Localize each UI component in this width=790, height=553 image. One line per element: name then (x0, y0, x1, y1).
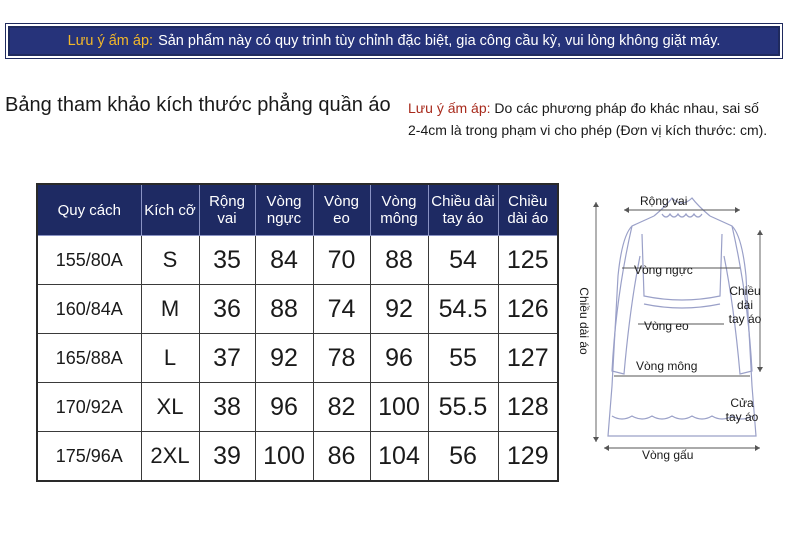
cell-sleeve-length: 54.5 (428, 285, 498, 334)
cell-dress-length: 126 (498, 285, 558, 334)
cell-spec: 160/84A (37, 285, 141, 334)
label-cuff: Cửa tay áo (725, 396, 759, 424)
cell-chest: 92 (255, 334, 313, 383)
cell-hip: 96 (370, 334, 428, 383)
label-hem: Vòng gấu (642, 448, 694, 462)
label-hip: Vòng mông (636, 359, 698, 373)
table-header-row (37, 184, 558, 236)
label-chest: Vòng ngực (634, 263, 693, 277)
header-shoulder: Rộng vai (199, 184, 255, 236)
page-title: Bảng tham khảo kích thước phẳng quần áo (5, 94, 391, 116)
cell-hip: 100 (370, 383, 428, 432)
cell-waist: 82 (313, 383, 370, 432)
notice-text: Sản phẩm này có quy trình tùy chỉnh đặc biệt, gia công cầu kỳ, vui lòng không giặt máy. (158, 33, 721, 49)
header-hip: Vòng mông (370, 184, 428, 236)
cell-spec: 165/88A (37, 334, 141, 383)
cell-size: M (141, 285, 199, 334)
cell-size: 2XL (141, 432, 199, 482)
cell-spec: 155/80A (37, 236, 141, 285)
label-sleeve-length: Chiều dài tay áo (728, 284, 762, 326)
cell-dress-length: 128 (498, 383, 558, 432)
cell-sleeve-length: 55.5 (428, 383, 498, 432)
label-length: Chiều dài áo (577, 287, 591, 355)
header-waist: Vòng eo (313, 184, 370, 236)
cell-waist: 70 (313, 236, 370, 285)
cell-waist: 74 (313, 285, 370, 334)
cell-size: XL (141, 383, 199, 432)
label-shoulder: Rộng vai (640, 194, 688, 208)
header-dress-length: Chiều dài áo (498, 184, 558, 236)
header-sleeve-length: Chiều dài tay áo (428, 184, 498, 236)
cell-size: L (141, 334, 199, 383)
notice-highlight: Lưu ý ấm áp: (67, 33, 154, 49)
cell-chest: 84 (255, 236, 313, 285)
cell-chest: 96 (255, 383, 313, 432)
cell-size: S (141, 236, 199, 285)
size-table (36, 183, 559, 482)
label-waist: Vòng eo (644, 319, 689, 333)
notice-banner-inner (8, 26, 780, 56)
table-row (37, 383, 558, 432)
notice-banner (5, 23, 783, 59)
cell-hip: 88 (370, 236, 428, 285)
cell-hip: 104 (370, 432, 428, 482)
cell-sleeve-length: 56 (428, 432, 498, 482)
cell-shoulder: 39 (199, 432, 255, 482)
cell-shoulder: 35 (199, 236, 255, 285)
note-line-2: 2-4cm là trong phạm vi cho phép (Đơn vị kích thước: cm). (408, 122, 768, 138)
cell-spec: 175/96A (37, 432, 141, 482)
table-row (37, 432, 558, 482)
table-row (37, 334, 558, 383)
note-highlight: Lưu ý ấm áp: (408, 100, 491, 116)
cell-sleeve-length: 55 (428, 334, 498, 383)
cell-sleeve-length: 54 (428, 236, 498, 285)
note-line-1: Do các phương pháp đo khác nhau, sai số (494, 100, 759, 116)
header-chest: Vòng ngực (255, 184, 313, 236)
cell-dress-length: 125 (498, 236, 558, 285)
header-spec: Quy cách (37, 184, 141, 236)
cell-shoulder: 38 (199, 383, 255, 432)
garment-diagram (577, 186, 790, 476)
header-size: Kích cỡ (141, 184, 199, 236)
cell-chest: 88 (255, 285, 313, 334)
cell-dress-length: 129 (498, 432, 558, 482)
cell-spec: 170/92A (37, 383, 141, 432)
cell-waist: 86 (313, 432, 370, 482)
table-row (37, 236, 558, 285)
cell-chest: 100 (255, 432, 313, 482)
cell-waist: 78 (313, 334, 370, 383)
table-row (37, 285, 558, 334)
cell-shoulder: 36 (199, 285, 255, 334)
cell-dress-length: 127 (498, 334, 558, 383)
measurement-note (408, 97, 790, 141)
cell-shoulder: 37 (199, 334, 255, 383)
cell-hip: 92 (370, 285, 428, 334)
